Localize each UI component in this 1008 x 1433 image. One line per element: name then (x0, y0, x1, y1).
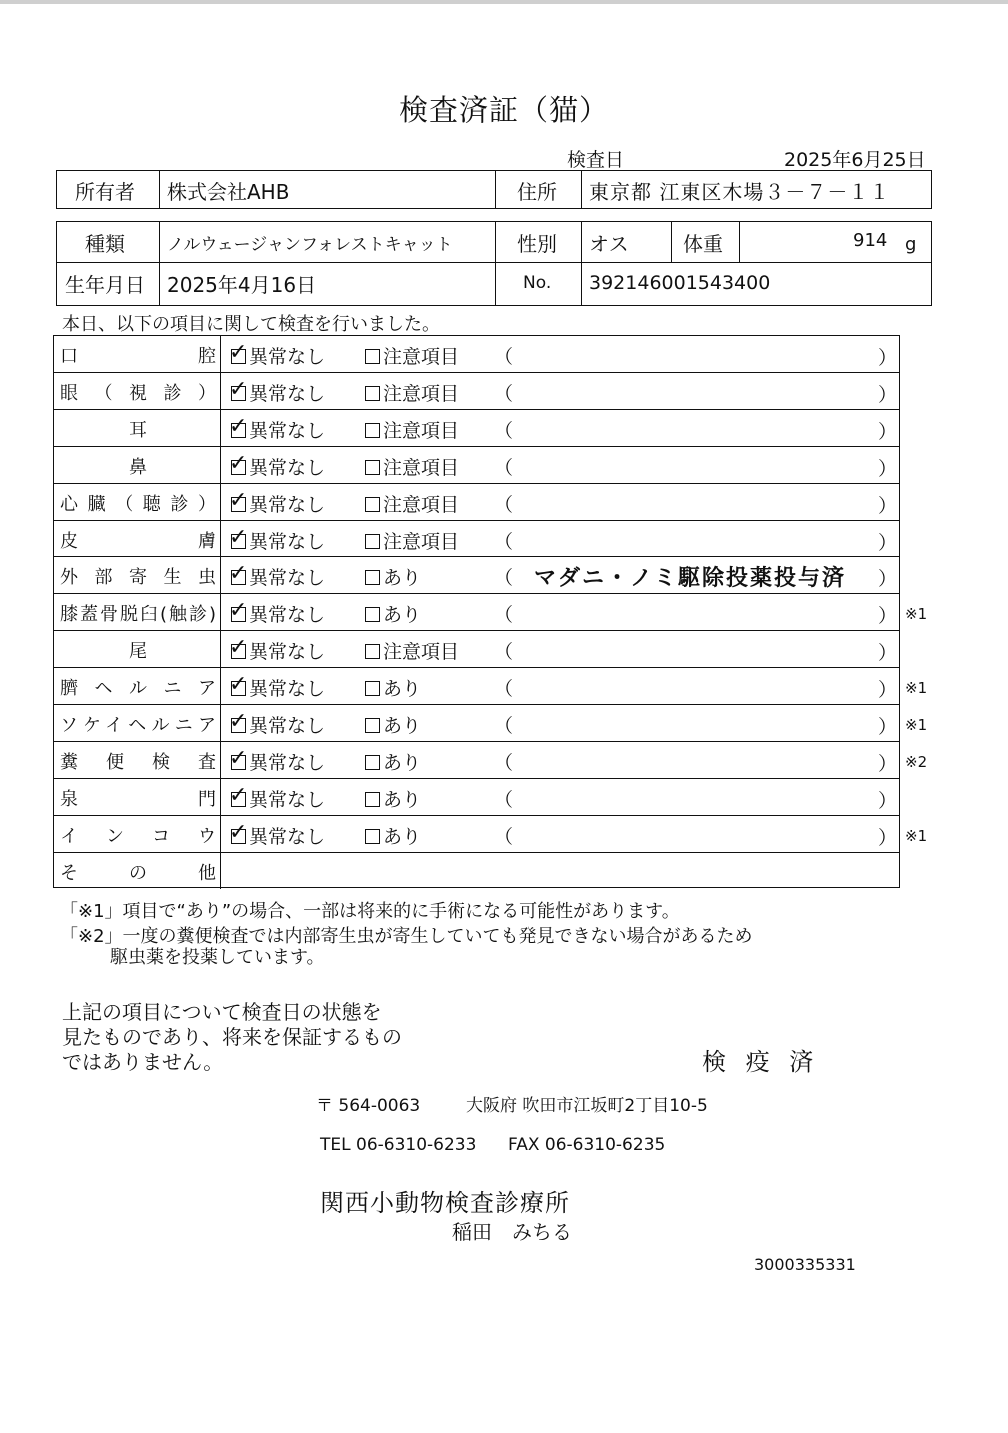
vet-name: 稲田 みちる (452, 1220, 572, 1244)
address-label: 住所 (517, 180, 557, 204)
checkbox-checked-icon (229, 819, 248, 845)
checkbox-checked-icon (229, 635, 248, 661)
paren-open: （ (494, 419, 514, 442)
paren-close: ） (878, 420, 898, 443)
other-option (365, 711, 421, 738)
breed-label: 種類 (85, 232, 125, 256)
item-label: 眼（視診） (60, 382, 218, 404)
row-divider (53, 741, 900, 742)
item-label: 尾 (129, 641, 149, 663)
normal-option (229, 819, 326, 849)
footnote-1: 「※1」項目で“あり”の場合、一部は将来的に手術になる可能性があります。 (60, 901, 680, 922)
other-option-label: 注意項目 (383, 641, 460, 664)
normal-option (231, 637, 325, 664)
checkbox-empty-icon (365, 460, 380, 475)
normal-option (229, 450, 326, 480)
checkbox-checked-icon (229, 487, 248, 513)
normal-option (229, 376, 326, 406)
checkbox-empty-icon (365, 570, 380, 585)
other-option (365, 527, 459, 554)
checkbox-checked-icon (229, 782, 248, 808)
normal-option (231, 674, 325, 701)
check-mark-icon: ✓ (229, 413, 248, 439)
other-option-label: あり (383, 751, 422, 774)
paren-close: ） (878, 457, 898, 480)
other-option (365, 416, 459, 443)
other-option-label: 注意項目 (383, 346, 460, 368)
other-option-label: あり (383, 715, 422, 737)
paren-open: （ (494, 788, 514, 811)
other-option-label: 注意項目 (383, 382, 460, 405)
checkbox-checked-icon (229, 413, 248, 439)
owner-table (56, 170, 932, 209)
paren-close: ） (878, 789, 898, 812)
checkbox-checked-icon (229, 561, 248, 587)
exam-date-value: 2025年6月25日 (784, 149, 926, 171)
paren-open: （ (494, 346, 514, 368)
paren-open: （ (494, 567, 514, 590)
normal-option (229, 745, 326, 775)
checkbox-empty-icon (365, 607, 380, 622)
footnote-2-cont: 駆虫薬を投薬しています。 (110, 947, 325, 968)
checkbox-empty-icon (365, 349, 380, 364)
other-option-label: あり (383, 788, 422, 811)
checkbox-empty-icon (365, 718, 380, 733)
item-label: 耳 (129, 419, 149, 441)
item-label: 泉 門 (60, 788, 218, 810)
other-option (365, 785, 421, 812)
paren-open: （ (494, 751, 514, 774)
normal-option-label: 異常なし (249, 825, 326, 848)
disclaimer-line-3: ではありません。 (62, 1050, 224, 1074)
scan-edge (0, 0, 1008, 4)
normal-option-label: 異常なし (249, 530, 326, 553)
weight-unit: g (905, 234, 917, 255)
checkbox-checked-icon (229, 709, 248, 734)
item-label: 外部寄生虫 (60, 567, 218, 589)
paren-open: （ (494, 641, 514, 664)
normal-option-label: 異常なし (249, 751, 326, 774)
address-value: 東京都 江東区木場３－７－１１ (589, 180, 891, 204)
weight-value: 914 (853, 230, 888, 251)
clinic-postal: 〒 564-0063 (316, 1096, 421, 1116)
owner-value: 株式会社AHB (167, 180, 290, 204)
item-label: ソケイヘルニア (60, 715, 218, 736)
check-mark-icon: ✓ (229, 598, 248, 624)
normal-option (229, 782, 326, 812)
normal-option (231, 600, 325, 627)
other-option-label: 注意項目 (383, 493, 460, 516)
other-option-label: 注意項目 (383, 530, 460, 553)
paren-open: （ (494, 456, 514, 479)
quarantine-stamp: 検 疫 済 (702, 1048, 820, 1076)
checkbox-empty-icon (365, 792, 380, 807)
item-label: 糞便検査 (60, 751, 218, 773)
item-label: 鼻 (129, 456, 149, 478)
sex-value: オス (589, 232, 629, 256)
paren-open: （ (494, 382, 514, 405)
check-mark-icon: ✓ (229, 340, 248, 365)
intro-text: 本日、以下の項目に関して検査を行いました。 (62, 314, 440, 335)
item-footnote-mark: ※2 (905, 752, 928, 771)
normal-option (231, 342, 325, 369)
normal-option (229, 487, 326, 517)
clinic-address: 大阪府 吹田市江坂町2丁目10-5 (466, 1096, 708, 1116)
check-mark-icon: ✓ (229, 376, 248, 402)
check-mark-icon: ✓ (229, 745, 248, 771)
normal-option-label: 異常なし (249, 567, 326, 590)
normal-option-label: 異常なし (249, 678, 326, 701)
footnote-2: 「※2」一度の糞便検査では内部寄生虫が寄生していても発見できない場合があるため (60, 926, 753, 947)
normal-option-label: 異常なし (249, 456, 326, 479)
check-mark-icon: ✓ (229, 487, 248, 513)
paren-close: ） (878, 347, 898, 369)
column-divider (220, 335, 221, 889)
check-mark-icon: ✓ (229, 635, 248, 661)
paren-open: （ (494, 825, 514, 848)
other-option (365, 637, 459, 664)
item-footnote-mark: ※1 (905, 716, 928, 734)
disclaimer-line-2: 見たものであり、将来を保証するもの (62, 1025, 402, 1049)
paren-close: ） (878, 826, 898, 849)
other-option (365, 674, 421, 701)
check-mark-icon: ✓ (229, 524, 248, 550)
row-divider (53, 704, 900, 705)
other-option (365, 379, 459, 406)
row-divider (53, 556, 900, 557)
paren-close: ） (878, 531, 898, 554)
normal-option-label: 異常なし (249, 382, 326, 405)
checkbox-empty-icon (365, 829, 380, 844)
paren-open: （ (494, 530, 514, 553)
checkbox-empty-icon (365, 497, 380, 512)
checkbox-checked-icon (229, 598, 248, 624)
checkbox-checked-icon (229, 745, 248, 771)
normal-option (229, 524, 326, 554)
row-divider (53, 593, 900, 594)
item-label: 臍ヘルニア (60, 678, 218, 700)
item-label: 膝蓋骨脱臼(触診) (60, 604, 219, 626)
other-option (365, 342, 459, 369)
checkbox-checked-icon (229, 340, 248, 365)
paren-close: ） (878, 679, 898, 702)
row-divider (53, 483, 900, 484)
exam-date-label: 検査日 (567, 149, 625, 171)
row-divider (53, 446, 900, 447)
birth-value: 2025年4月16日 (167, 273, 317, 297)
row-divider (53, 409, 900, 410)
normal-option-label: 異常なし (249, 715, 326, 737)
check-mark-icon: ✓ (229, 672, 248, 698)
paren-close: ） (878, 642, 898, 665)
item-label: インコウ (60, 825, 218, 847)
other-option (365, 563, 421, 590)
other-option (365, 822, 421, 849)
row-divider (53, 815, 900, 816)
item-footnote-mark: ※1 (905, 826, 928, 845)
check-mark-icon: ✓ (229, 709, 248, 734)
checkbox-checked-icon (229, 524, 248, 550)
row-divider (53, 778, 900, 779)
paren-close: ） (878, 605, 898, 628)
normal-option-label: 異常なし (249, 493, 326, 516)
normal-option-label: 異常なし (249, 641, 326, 664)
paren-open: （ (494, 678, 514, 701)
other-option (365, 490, 459, 517)
row-divider (53, 520, 900, 521)
check-mark-icon: ✓ (229, 819, 248, 845)
check-mark-icon: ✓ (229, 561, 248, 587)
serial-number: 3000335331 (754, 1255, 856, 1274)
document-title: 検査済証（猫） (398, 93, 609, 127)
other-label: そ の 他 (60, 862, 218, 884)
paren-open: （ (494, 493, 514, 516)
animal-table (56, 221, 932, 306)
paren-close: ） (878, 494, 898, 517)
other-option-label: 注意項目 (383, 456, 460, 479)
other-option (365, 453, 459, 480)
item-label: 皮 膚 (60, 530, 218, 552)
other-option-label: あり (383, 678, 422, 701)
weight-label: 体重 (683, 232, 723, 256)
checkbox-empty-icon (365, 644, 380, 659)
checkbox-empty-icon (365, 386, 380, 401)
disclaimer (62, 1000, 402, 1075)
checkbox-checked-icon (229, 672, 248, 698)
paren-close: ） (878, 568, 898, 591)
birth-label: 生年月日 (65, 273, 145, 297)
normal-option-label: 異常なし (249, 346, 326, 368)
item-note: マダニ・ノミ駆除投薬投与済 (534, 566, 847, 592)
item-label: 心臓（聴診） (60, 493, 218, 515)
checkbox-checked-icon (229, 450, 248, 476)
other-option-label: 注意項目 (383, 419, 460, 442)
paren-close: ） (878, 716, 898, 738)
normal-option (229, 413, 326, 443)
sex-label: 性別 (517, 232, 557, 256)
other-option-label: あり (383, 825, 422, 848)
owner-label: 所有者 (75, 180, 135, 204)
checkbox-empty-icon (365, 534, 380, 549)
number-value: 392146001543400 (589, 272, 771, 294)
paren-close: ） (878, 383, 898, 406)
row-divider (53, 667, 900, 668)
item-footnote-mark: ※1 (905, 605, 928, 624)
clinic-fax: FAX 06-6310-6235 (508, 1135, 666, 1155)
clinic-tel: TEL 06-6310-6233 (320, 1135, 477, 1155)
paren-open: （ (494, 604, 514, 627)
normal-option (231, 711, 325, 738)
row-divider (53, 630, 900, 631)
normal-option-label: 異常なし (249, 419, 326, 442)
other-option (365, 748, 421, 775)
normal-option (231, 563, 325, 590)
checkbox-empty-icon (365, 423, 380, 438)
item-footnote-mark: ※1 (905, 679, 928, 698)
normal-option-label: 異常なし (249, 788, 326, 811)
number-label: No. (523, 273, 552, 293)
check-mark-icon: ✓ (229, 782, 248, 808)
clinic-name: 関西小動物検査診療所 (320, 1189, 570, 1217)
disclaimer-line-1: 上記の項目について検査日の状態を (62, 1000, 382, 1024)
other-option-label: あり (383, 604, 422, 627)
other-option (365, 600, 421, 627)
breed-value: ノルウェージャンフォレストキャット (167, 235, 453, 255)
normal-option-label: 異常なし (249, 604, 326, 627)
paren-close: ） (878, 752, 898, 775)
row-divider (53, 852, 900, 853)
item-label: 口 腔 (60, 346, 218, 367)
checkbox-empty-icon (365, 755, 380, 770)
row-divider (53, 372, 900, 373)
other-option-label: あり (383, 567, 422, 590)
checkbox-checked-icon (229, 376, 248, 402)
checkbox-empty-icon (365, 681, 380, 696)
paren-open: （ (494, 715, 514, 737)
check-mark-icon: ✓ (229, 450, 248, 476)
